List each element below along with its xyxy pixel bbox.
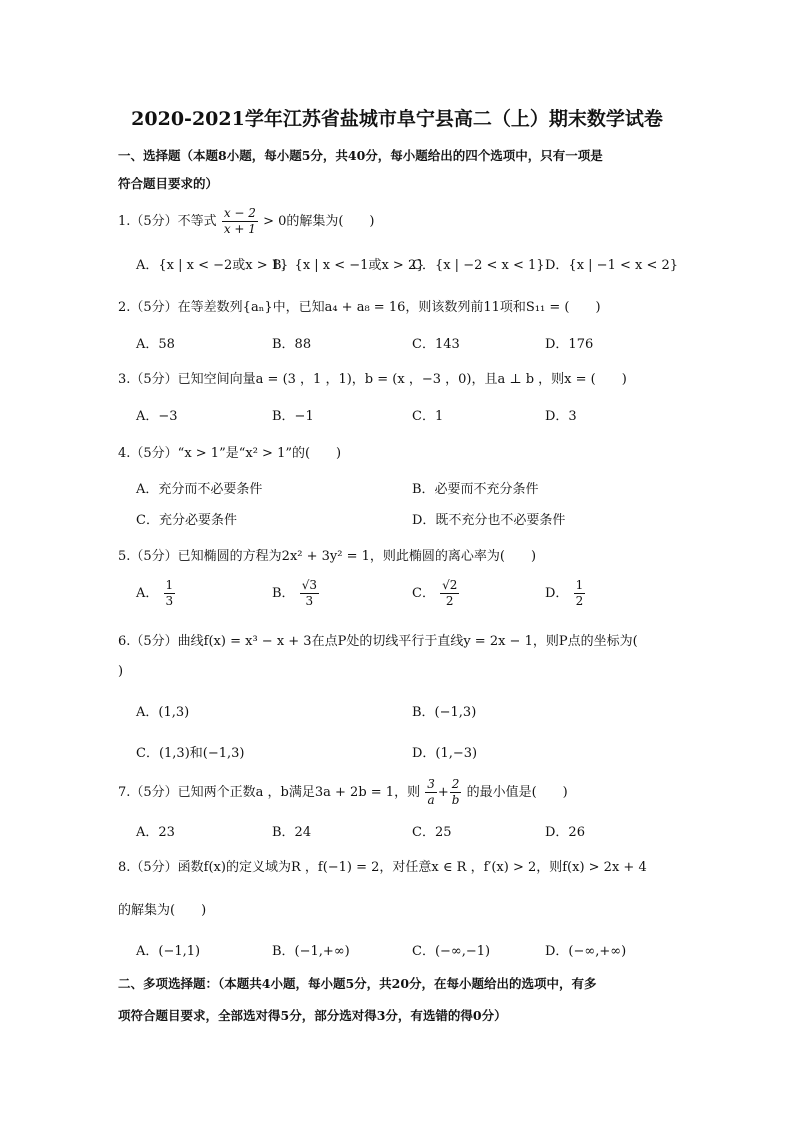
numerator: 3: [427, 777, 435, 791]
option-d: D．(1,−3): [412, 746, 478, 761]
option-label: C．: [412, 586, 435, 601]
option-d: D．3: [545, 409, 577, 424]
option-c: C．25: [412, 825, 452, 840]
option-label: A．: [136, 586, 159, 601]
option-d: D．既不充分也不必要条件: [412, 513, 566, 528]
fraction: [425, 777, 437, 808]
option-c: C．充分必要条件: [136, 513, 237, 528]
option-a: A．58: [136, 337, 175, 352]
section-heading-line: 一、选择题（本题8小题，每小题5分，共40分，每小题给出的四个选项中，只有一项是: [118, 148, 603, 163]
option-b: [272, 578, 320, 609]
question-text: 1.（5分）不等式: [118, 214, 217, 229]
question-1: [118, 206, 375, 237]
option-b: B．必要而不充分条件: [412, 482, 539, 497]
option-b: B．(−1,+∞): [272, 944, 350, 959]
section-heading-line: 符合题目要求的）: [118, 176, 219, 191]
option-d: D．{x | −1 < x < 2}: [545, 258, 679, 273]
fraction: [440, 578, 459, 609]
numerator: √2: [442, 578, 458, 592]
section-heading-line: 项符合题目要求，全部选对得5分，部分选对得3分，有选错的得0分）: [118, 1008, 507, 1023]
option-label: B．: [272, 586, 295, 601]
numerator: 1: [165, 578, 174, 592]
denominator: a: [427, 793, 435, 807]
question-text: 的最小值是( ): [466, 785, 568, 800]
option-a: A．(−1,1): [136, 944, 201, 959]
option-d: [545, 578, 586, 609]
option-c: [412, 578, 460, 609]
option-b: B．88: [272, 337, 312, 352]
option-a: A．(1,3): [136, 705, 190, 720]
section-heading-2: [118, 968, 678, 1032]
option-b: B．24: [272, 825, 312, 840]
question-4: 4.（5分）“x > 1”是“x² > 1”的( ): [118, 446, 342, 461]
numerator: 1: [575, 578, 584, 592]
fraction: [164, 578, 176, 609]
question-7: [118, 777, 568, 808]
section-heading-line: 二、多项选择题：（本题共4小题，每小题5分，共20分，在每小题给出的选项中，有多: [118, 976, 597, 991]
option-c: C．143: [412, 337, 460, 352]
section-heading-1: [118, 142, 678, 198]
option-b: B．(−1,3): [412, 705, 477, 720]
option-a: A．{x | x < −2或x > 1}: [136, 258, 289, 273]
question-5: 5.（5分）已知椭圆的方程为2x² + 3y² = 1，则此椭圆的离心率为( ): [118, 549, 537, 564]
option-b: B．{x | x < −1或x > 2}: [272, 258, 425, 273]
option-a: A．充分而不必要条件: [136, 482, 263, 497]
option-d: D．(−∞,+∞): [545, 944, 627, 959]
question-3: 3.（5分）已知空间向量a = (3 ，1 ，1)，b = (x ，−3 ，0)，且a ⊥ b ，则x = ( ): [118, 372, 627, 387]
option-d: D．176: [545, 337, 594, 352]
option-c: C．{x | −2 < x < 1}: [412, 258, 545, 273]
question-text: > 0的解集为( ): [263, 214, 375, 229]
question-6: 6.（5分）曲线f(x) = x³ − x + 3在点P处的切线平行于直线y = 2x − 1，则P点的坐标为(: [118, 634, 638, 649]
option-c: C．(−∞,−1): [412, 944, 491, 959]
denominator: x + 1: [223, 222, 256, 236]
numerator: 2: [450, 777, 462, 793]
denominator: b: [451, 793, 460, 807]
option-c: C．(1,3)和(−1,3): [136, 746, 245, 761]
fraction: [450, 777, 462, 808]
fraction: [300, 578, 319, 609]
numerator: √3: [301, 578, 317, 592]
denominator: 3: [165, 594, 174, 608]
option-label: D．: [545, 586, 569, 601]
numerator: x − 2: [223, 206, 256, 220]
page-title: 2020-2021学年江苏省盐城市阜宁县高二（上）期末数学试卷: [131, 108, 663, 130]
option-a: [136, 578, 176, 609]
question-6-continued: ): [118, 664, 124, 679]
fraction: [222, 206, 258, 237]
denominator: 2: [575, 594, 584, 608]
option-c: C．1: [412, 409, 444, 424]
plus-sign: +: [437, 785, 449, 800]
option-b: B．−1: [272, 409, 314, 424]
option-a: A．−3: [136, 409, 178, 424]
denominator: 3: [305, 594, 314, 608]
question-2: 2.（5分）在等差数列{aₙ}中，已知a₄ + a₈ = 16，则该数列前11项和S₁₁ = ( ): [118, 300, 601, 315]
question-8: 8.（5分）函数f(x)的定义域为R ，f(−1) = 2，对任意x ∈ R ，f′(x) > 2，则f(x) > 2x + 4: [118, 860, 647, 875]
denominator: 2: [445, 594, 454, 608]
question-8-continued: 的解集为( ): [118, 903, 207, 918]
option-d: D．26: [545, 825, 585, 840]
fraction: [574, 578, 586, 609]
question-text: 7.（5分）已知两个正数a ，b满足3a + 2b = 1，则: [118, 785, 421, 800]
option-a: A．23: [136, 825, 175, 840]
